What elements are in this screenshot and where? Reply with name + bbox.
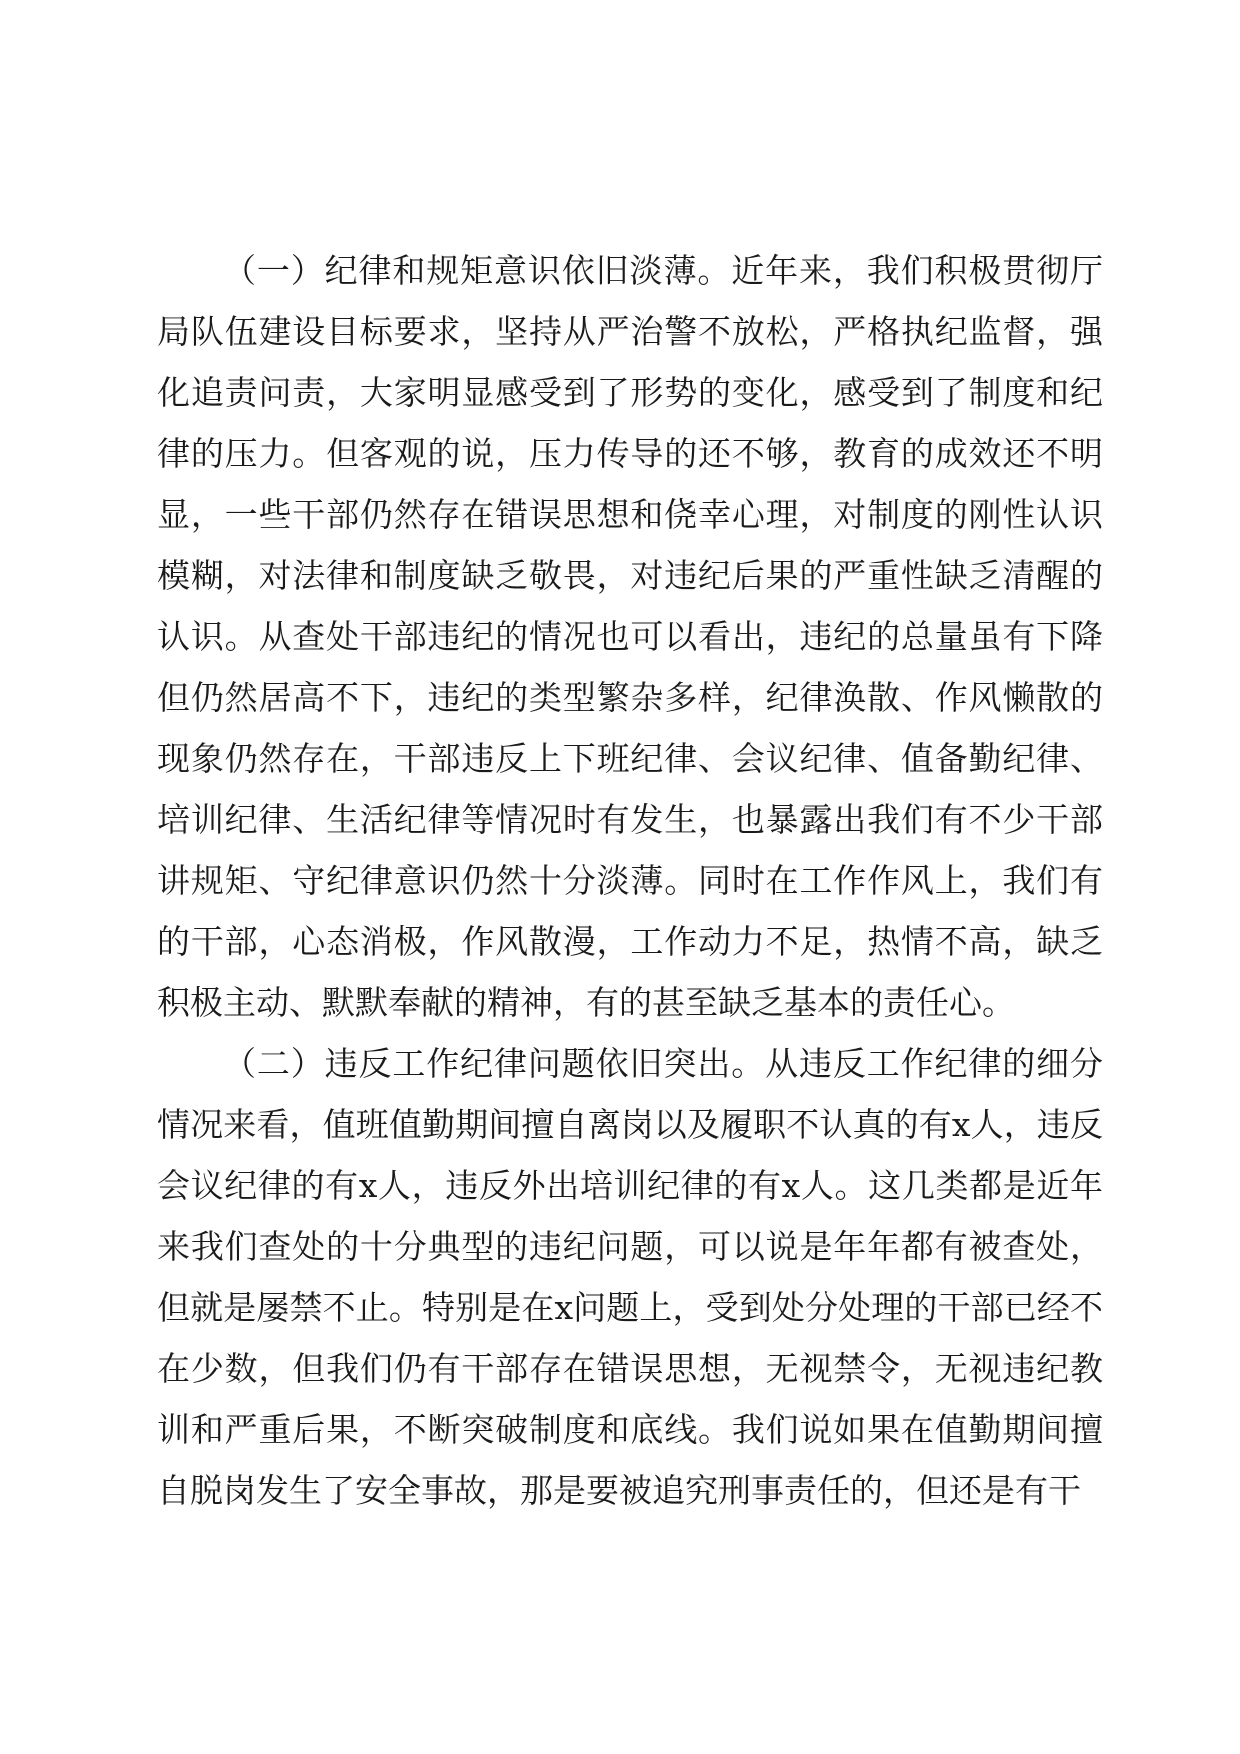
document-body	[157, 240, 1103, 1521]
paragraph-2: （二）违反工作纪律问题依旧突出。从违反工作纪律的细分情况来看，值班值勤期间擅自离岗以及履职不认真的有x人，违反会议纪律的有x人，违反外出培训纪律的有x人。这几类都是近年来我们查处的十分典型的违纪问题，可以说是年年都有被查处，但就是屡禁不止。特别是在x问题上，受到处分处理的干部已经不在少数，但我们仍有干部存在错误思想，无视禁令，无视违纪教训和严重后果，不断突破制度和底线。我们说如果在值勤期间擅自脱岗发生了安全事故，那是要被追究刑事责任的，但还是有干	[157, 1044, 1103, 1510]
paragraph-1: （一）纪律和规矩意识依旧淡薄。近年来，我们积极贯彻厅局队伍建设目标要求，坚持从严治警不放松，严格执纪监督，强化追责问责，大家明显感受到了形势的变化，感受到了制度和纪律的压力。但客观的说，压力传导的还不够，教育的成效还不明显，一些干部仍然存在错误思想和侥幸心理，对制度的刚性认识模糊，对法律和制度缺乏敬畏，对违纪后果的严重性缺乏清醒的认识。从查处干部违纪的情况也可以看出，违纪的总量虽有下降但仍然居高不下，违纪的类型繁杂多样，纪律涣散、作风懒散的现象仍然存在，干部违反上下班纪律、会议纪律、值备勤纪律、培训纪律、生活纪律等情况时有发生，也暴露出我们有不少干部讲规矩、守纪律意识仍然十分淡薄。同时在工作作风上，我们有的干部，心态消极，作风散漫，工作动力不足，热情不高，缺乏积极主动、默默奉献的精神，有的甚至缺乏基本的责任心。	[157, 251, 1103, 1022]
